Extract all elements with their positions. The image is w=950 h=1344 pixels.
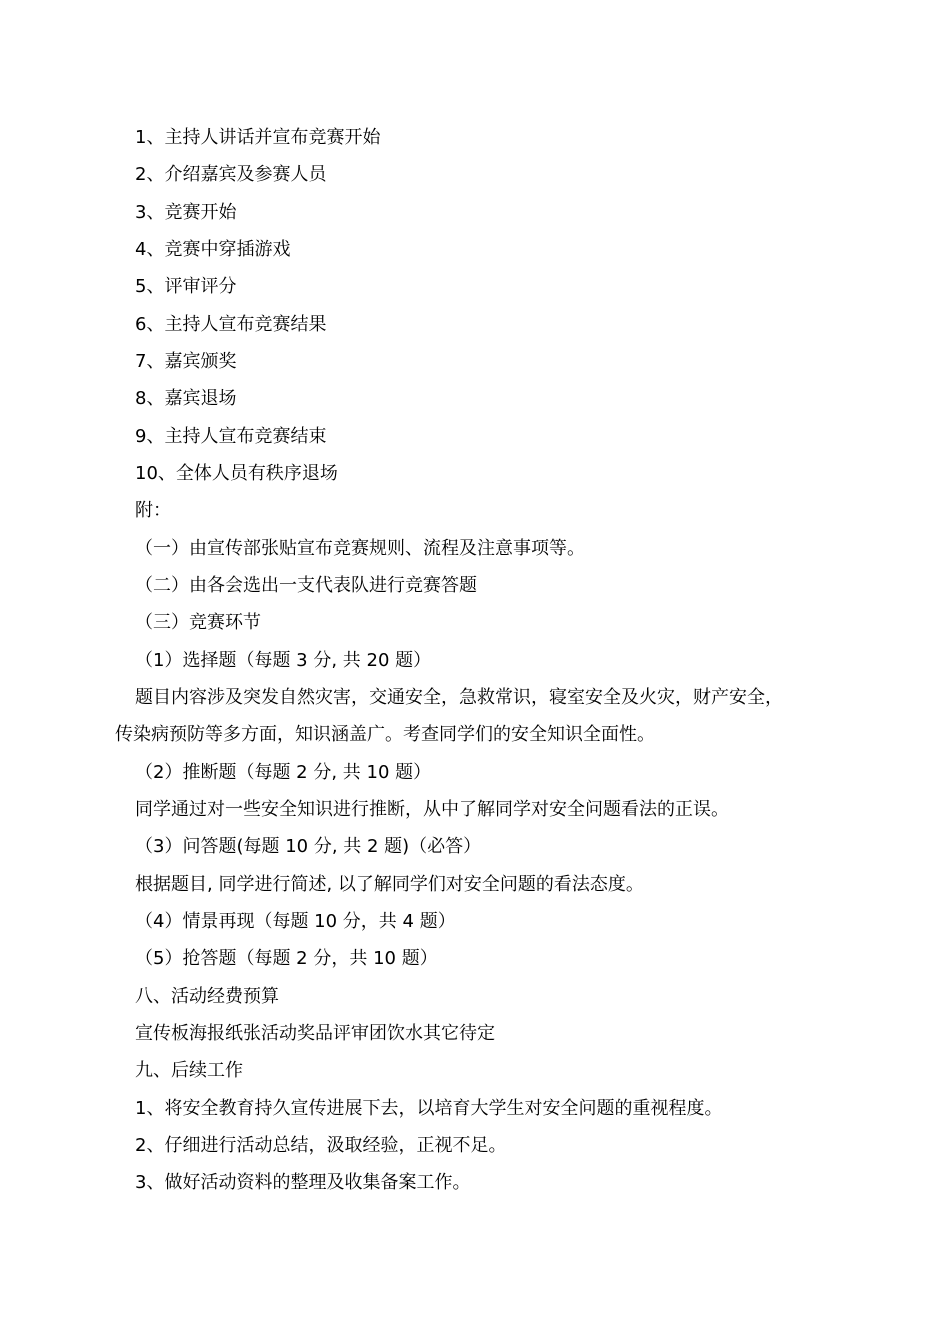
- text-line: 2、介绍嘉宾及参赛人员: [135, 164, 327, 185]
- text-line: 传染病预防等多方面，知识涵盖广。考查同学们的安全知识全面性。: [115, 724, 655, 745]
- text-line: 6、主持人宣布竞赛结果: [135, 314, 327, 335]
- text-line: （2）推断题（每题 2 分, 共 10 题）: [135, 762, 432, 783]
- text-line: 八、活动经费预算: [135, 986, 279, 1007]
- text-line: （4）情景再现（每题 10 分，共 4 题）: [135, 911, 456, 932]
- text-line: 附：: [135, 500, 171, 521]
- text-line: （三）竞赛环节: [135, 612, 261, 633]
- text-line: （1）选择题（每题 3 分, 共 20 题）: [135, 650, 432, 671]
- text-line: 题目内容涉及突发自然灾害，交通安全，急救常识，寝室安全及火灾，财产安全，: [135, 687, 783, 708]
- text-line: （3）问答题(每题 10 分, 共 2 题)（必答）: [135, 836, 482, 857]
- text-line: 3、竞赛开始: [135, 202, 237, 223]
- text-line: 7、嘉宾颁奖: [135, 351, 237, 372]
- text-line: 3、做好活动资料的整理及收集备案工作。: [135, 1172, 471, 1193]
- text-line: 5、评审评分: [135, 276, 237, 297]
- text-line: 2、仔细进行活动总结，汲取经验，正视不足。: [135, 1135, 507, 1156]
- text-line: 4、竞赛中穿插游戏: [135, 239, 291, 260]
- text-line: 9、主持人宣布竞赛结束: [135, 426, 327, 447]
- text-line: （一）由宣传部张贴宣布竞赛规则、流程及注意事项等。: [135, 538, 585, 559]
- text-line: 8、嘉宾退场: [135, 388, 237, 409]
- text-line: 1、将安全教育持久宣传进展下去，以培育大学生对安全问题的重视程度。: [135, 1098, 723, 1119]
- text-line: 1、主持人讲话并宣布竞赛开始: [135, 127, 381, 148]
- text-line: 根据题目, 同学进行简述, 以了解同学们对安全问题的看法态度。: [135, 874, 644, 895]
- text-line: 同学通过对一些安全知识进行推断，从中了解同学对安全问题看法的正误。: [135, 799, 729, 820]
- text-line: 10、全体人员有秩序退场: [135, 463, 338, 484]
- text-line: 宣传板海报纸张活动奖品评审团饮水其它待定: [135, 1023, 495, 1044]
- text-line: （二）由各会选出一支代表队进行竞赛答题: [135, 575, 477, 596]
- text-line: 九、后续工作: [135, 1060, 243, 1081]
- text-line: （5）抢答题（每题 2 分，共 10 题）: [135, 948, 438, 969]
